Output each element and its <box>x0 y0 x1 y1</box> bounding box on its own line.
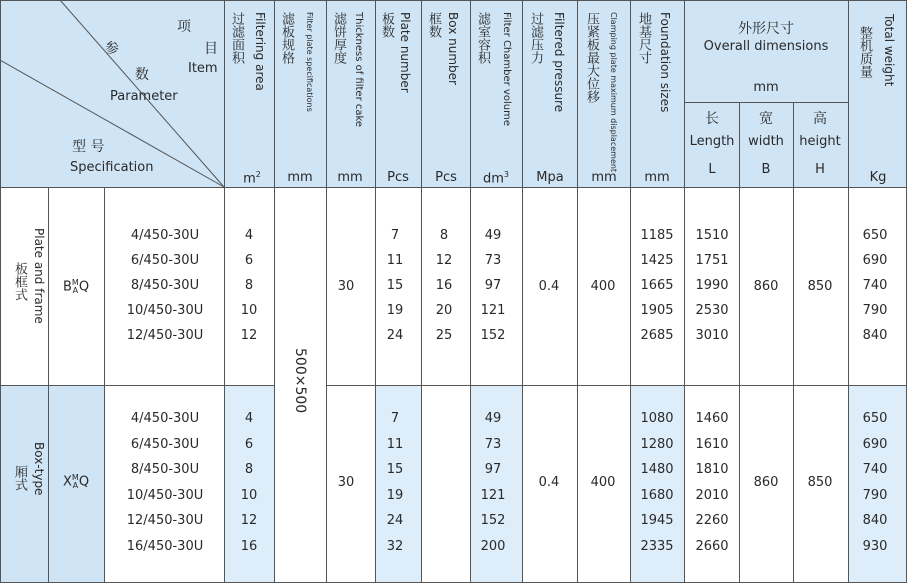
group2-type-zh: 厢式 <box>12 465 27 491</box>
col-pressure-en: Filtered pressure <box>552 12 566 113</box>
group2-type-en: Box-type <box>32 442 46 496</box>
group1-pressure: 0.4 <box>538 279 560 294</box>
group1-width: 860 <box>753 279 779 294</box>
group1-height: 850 <box>807 279 833 294</box>
length-en: Length <box>689 134 735 149</box>
length-zh: 长 <box>705 111 719 127</box>
col-boxes-zh: 框数 <box>426 12 441 38</box>
unit-plate: mm <box>287 170 313 185</box>
col-volume-en: Filter Chamber volume <box>501 12 512 126</box>
col-displacement-en: Clamping plate maximum displacement <box>609 12 618 173</box>
plate-spec-shared: 500×500 <box>292 348 308 414</box>
unit-boxes: Pcs <box>435 170 457 185</box>
corner-item-zh: 项 <box>177 19 191 35</box>
col-area-en: Filtering area <box>253 12 267 91</box>
unit-cake: mm <box>337 170 363 185</box>
col-plate-en: Filter plate specifications <box>305 12 314 112</box>
group1-volume: 49 73 97 121 152 <box>480 228 506 343</box>
height-zh: 高 <box>813 111 827 127</box>
unit-volume: $dm^3$ <box>482 170 509 187</box>
group2-cake: 30 <box>337 475 355 490</box>
height-sym: H <box>815 162 825 177</box>
corner-spec-zh: 型 号 <box>72 139 105 155</box>
group1-model-code: B M A Q <box>63 278 90 295</box>
group2-width: 860 <box>753 475 779 490</box>
corner-param-zh2: 数 <box>135 67 149 83</box>
unit-foundation: mm <box>644 170 670 185</box>
col-volume-zh: 滤室容积 <box>475 12 490 64</box>
group1-boxes: 8 12 16 20 25 <box>435 228 453 343</box>
group2-length: 1460 1610 1810 2010 2260 2660 <box>695 411 729 554</box>
col-foundation-zh: 地基尺寸 <box>636 12 651 64</box>
group2-model-code: X M A Q <box>63 473 90 490</box>
group1-cake: 30 <box>337 279 355 294</box>
group2-models: 4/450-30U 6/450-30U 8/450-30U 10/450-30U 12/450-30U 16/450-30U <box>126 411 204 554</box>
weight-zh: 整机质量 <box>857 26 872 78</box>
unit-pressure: Mpa <box>536 170 564 185</box>
col-plates-zh: 板数 <box>379 12 394 38</box>
corner-param-zh: 参 <box>105 41 119 57</box>
group1-type-zh: 板框式 <box>12 262 27 301</box>
weight-en: Total weight <box>882 14 896 87</box>
unit-weight: Kg <box>869 170 887 185</box>
col-displacement-zh: 压紧板最大位移 <box>584 12 599 103</box>
col-plates-en: Plate number <box>398 12 412 93</box>
width-en: width <box>748 134 784 149</box>
col-area-zh: 过滤面积 <box>229 12 244 64</box>
unit-area: $m^2$ <box>243 170 261 187</box>
group1-models: 4/450-30U 6/450-30U 8/450-30U 10/450-30U 12/450-30U <box>126 228 204 343</box>
group1-length: 1510 1751 1990 2530 3010 <box>695 228 729 343</box>
col-pressure-zh: 过滤压力 <box>528 12 543 64</box>
group2-pressure: 0.4 <box>538 475 560 490</box>
height-en: height <box>799 134 841 149</box>
group2-plates: 7 11 15 19 24 32 <box>386 411 404 554</box>
col-cake-en: Thickness of filter cake <box>353 12 364 128</box>
group2-foundation: 1080 1280 1480 1680 1945 2335 <box>640 411 674 554</box>
unit-plates: Pcs <box>387 170 409 185</box>
width-zh: 宽 <box>759 111 773 127</box>
corner-item-zh2: 目 <box>204 41 218 57</box>
overall-zh: 外形尺寸 <box>738 21 794 37</box>
length-sym: L <box>708 162 716 177</box>
col-foundation-en: Foundation sizes <box>658 12 672 113</box>
unit-displacement: mm <box>591 170 617 185</box>
corner-spec-en: Specification <box>70 160 154 175</box>
group2-displacement: 400 <box>590 475 616 490</box>
overall-en: Overall dimensions <box>703 39 829 54</box>
corner-param-en: Parameter <box>110 89 178 104</box>
group1-area: 4 6 8 10 12 <box>240 228 258 343</box>
group2-weight: 650 690 740 790 840 930 <box>862 411 888 554</box>
group1-weight: 650 690 740 790 840 <box>862 228 888 343</box>
overall-unit: mm <box>753 80 779 95</box>
col-cake-zh: 滤饼厚度 <box>331 12 346 64</box>
group2-volume: 49 73 97 121 152 200 <box>480 411 506 554</box>
group1-foundation: 1185 1425 1665 1905 2685 <box>640 228 674 343</box>
width-sym: B <box>761 162 771 177</box>
col-boxes-en: Box number <box>446 12 460 85</box>
group1-type-en: Plate and frame <box>32 228 46 324</box>
group1-plates: 7 11 15 19 24 <box>386 228 404 343</box>
corner-item-en: Item <box>188 61 218 76</box>
col-plate-zh: 滤板规格 <box>279 12 294 64</box>
group2-area: 4 6 8 10 12 16 <box>240 411 258 554</box>
group2-height: 850 <box>807 475 833 490</box>
group1-displacement: 400 <box>590 279 616 294</box>
